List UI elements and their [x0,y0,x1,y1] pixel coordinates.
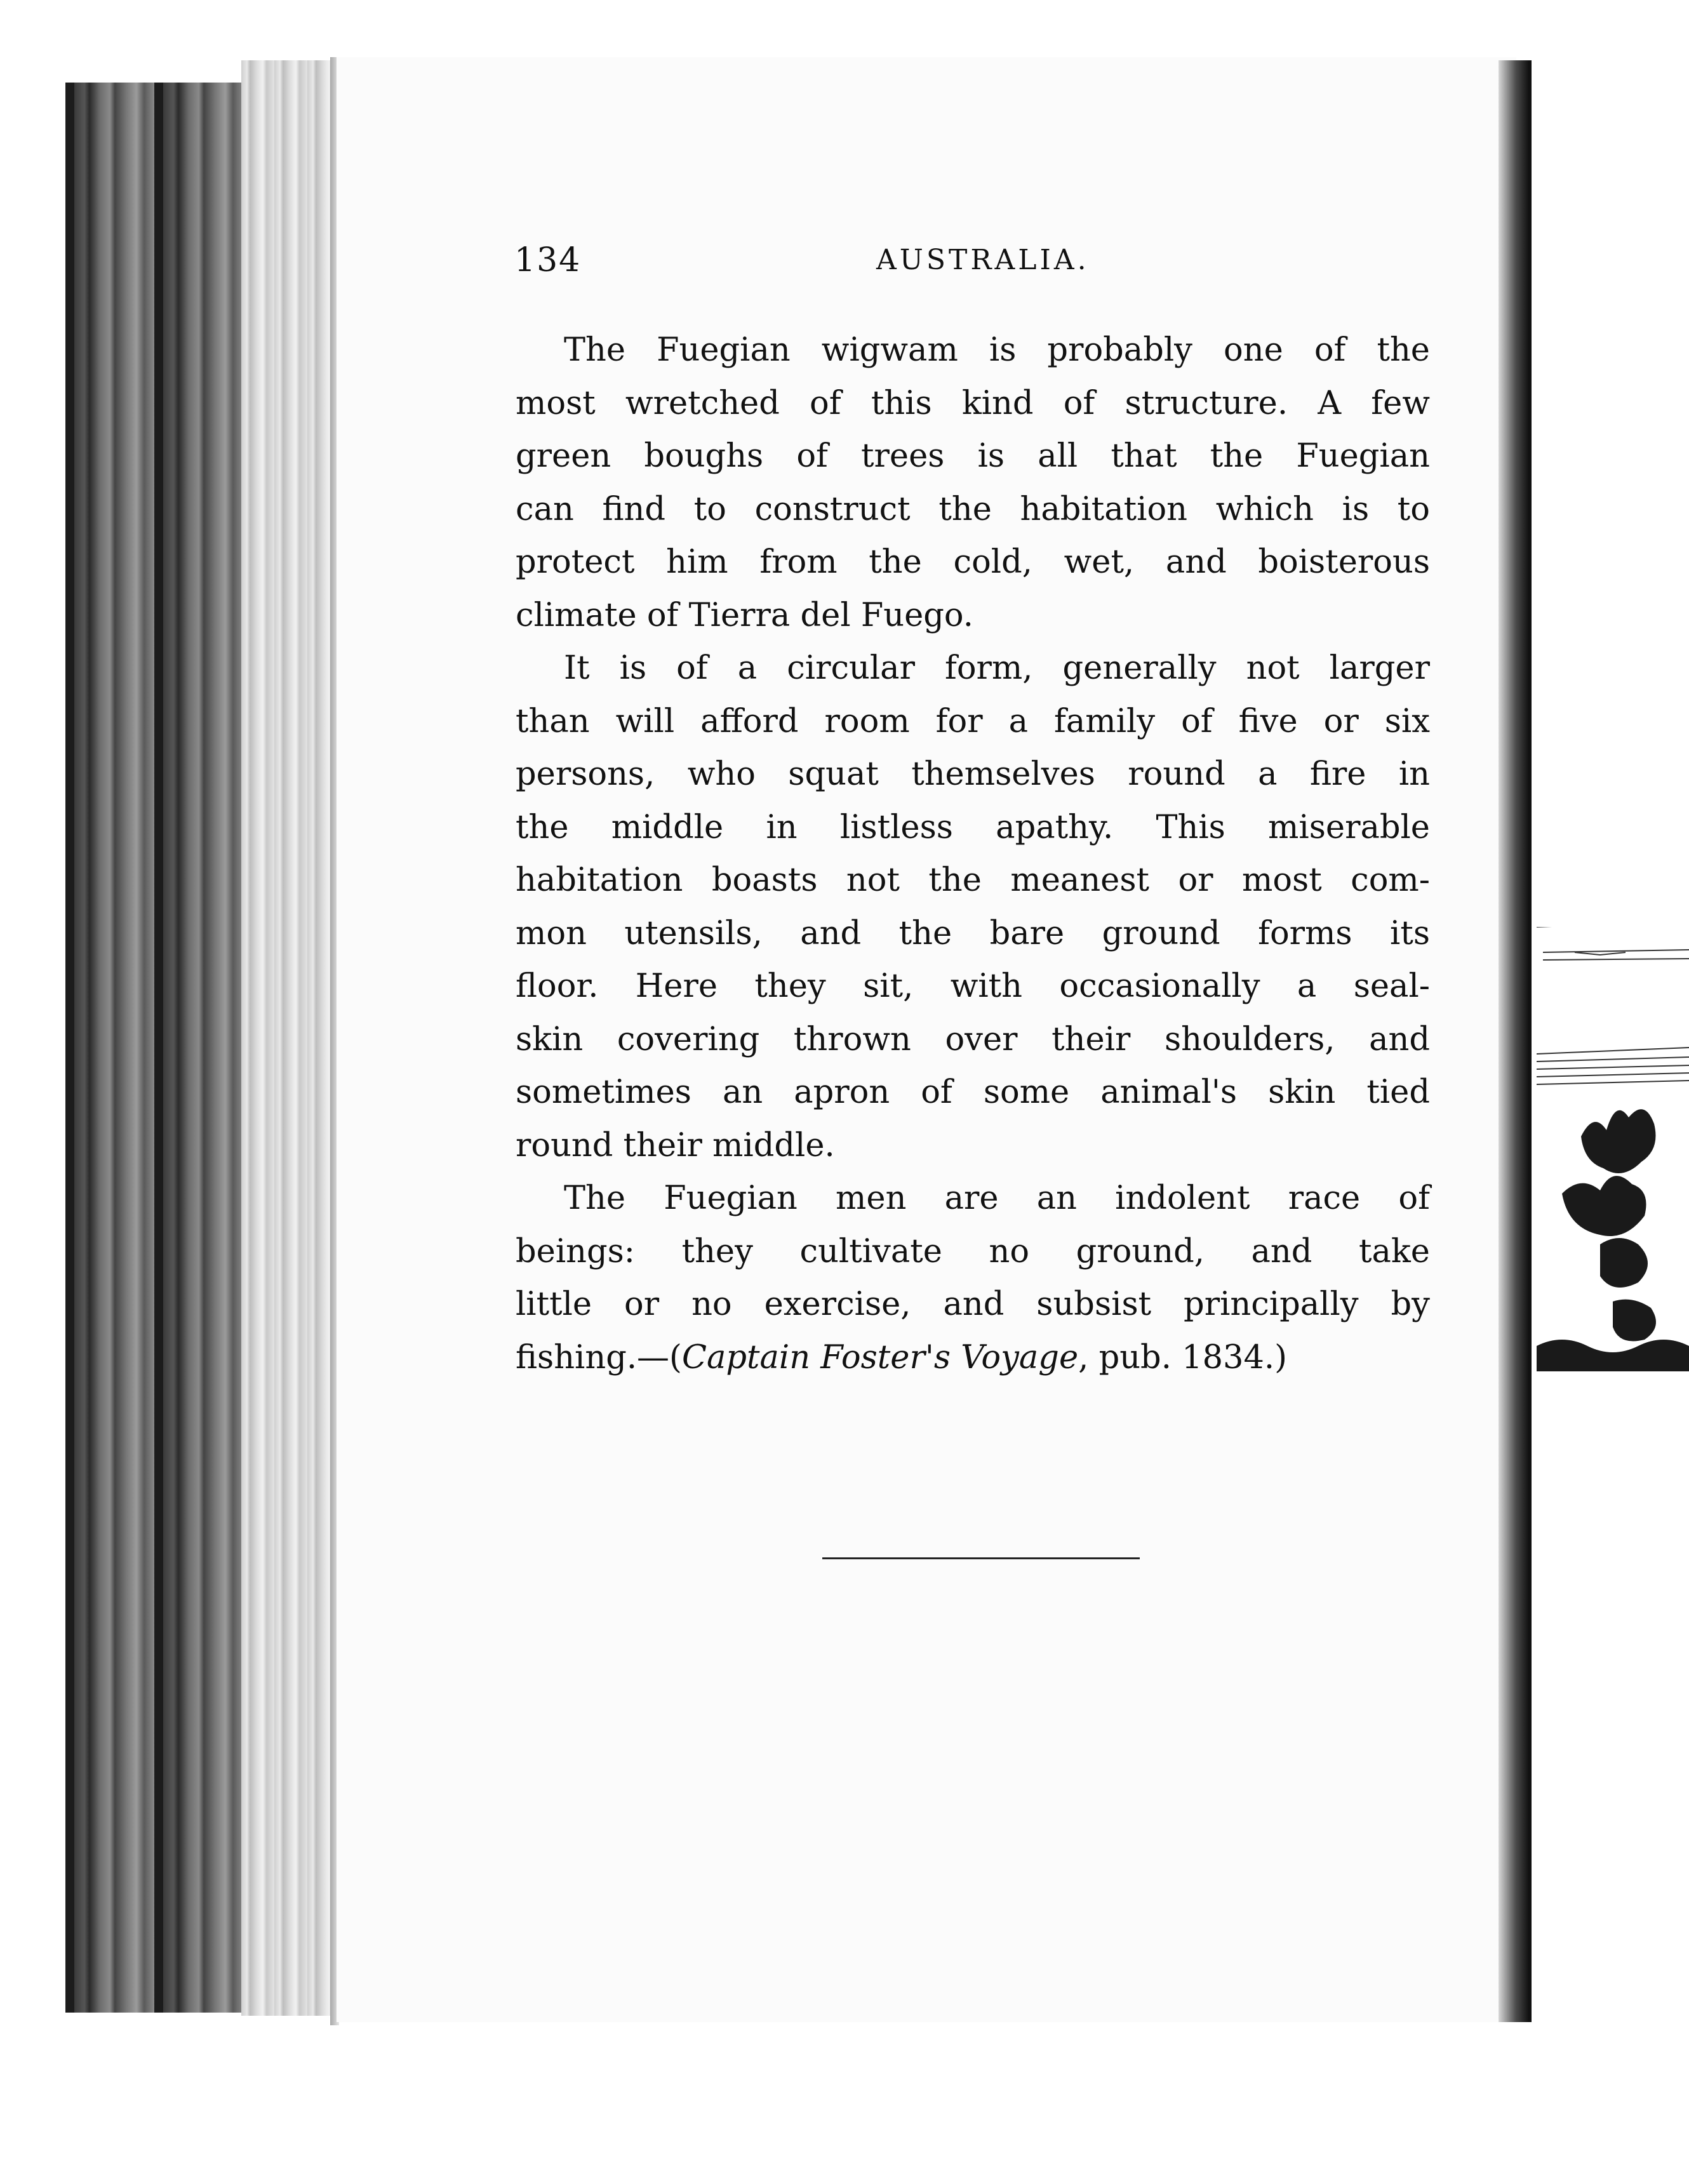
text-line: sometimes an apron of some animal's skin tied [516,1074,1430,1111]
paragraph [516,642,1430,1172]
facing-page-engraving [1537,927,1689,1448]
text-line: The Fuegian men are an indolent race of [564,1180,1430,1217]
text-line: protect him from the cold, wet, and boisterous [516,543,1430,581]
text-line: It is of a circular form, generally not larger [564,649,1430,687]
text-line: The Fuegian wigwam is probably one of the [564,331,1430,369]
text-line: climate of Tierra del Fuego. [516,596,973,634]
text-line: green boughs of trees is all that the Fuegian [516,437,1430,475]
text-line: round their middle. [516,1126,835,1164]
text-line: can find to construct the habitation which is to [516,490,1430,528]
book-page-edges-dark [65,83,250,2013]
running-head [514,241,1438,292]
text-line: mon utensils, and the bare ground forms its [516,914,1430,952]
page-number: 134 [514,241,582,279]
text-line: beings: they cultivate no ground, and take [516,1232,1430,1270]
text-line: persons, who squat themselves round a fire in [516,756,1430,793]
show-through-text [508,1397,1429,1536]
text-line: most wretched of this kind of structure. A few [516,384,1430,422]
book-gutter [1499,60,1530,2022]
end-rule [822,1557,1140,1559]
paragraph [516,1172,1430,1384]
text-line: floor. Here they sit, with occasionally a seal- [516,968,1430,1005]
citation-lead: fishing.—( [516,1338,682,1376]
text-line: skin covering thrown over their shoulders, and [516,1020,1430,1058]
text-line: little or no exercise, and subsist principally by [516,1286,1430,1323]
text-line: habitation boasts not the meanest or most com- [516,862,1430,899]
paragraph [516,324,1430,642]
running-head-title: AUSTRALIA. [876,244,1090,276]
text-line-citation [516,1331,1430,1385]
citation-title: Captain Foster's Voyage [681,1338,1079,1376]
text-line: the middle in listless apathy. This miserable [516,808,1430,846]
text-line: than will afford room for a family of five or six [516,702,1430,740]
book-page-edges-light [241,60,337,2016]
citation-tail: , pub. 1834.) [1078,1338,1288,1376]
body-text [516,324,1430,1384]
